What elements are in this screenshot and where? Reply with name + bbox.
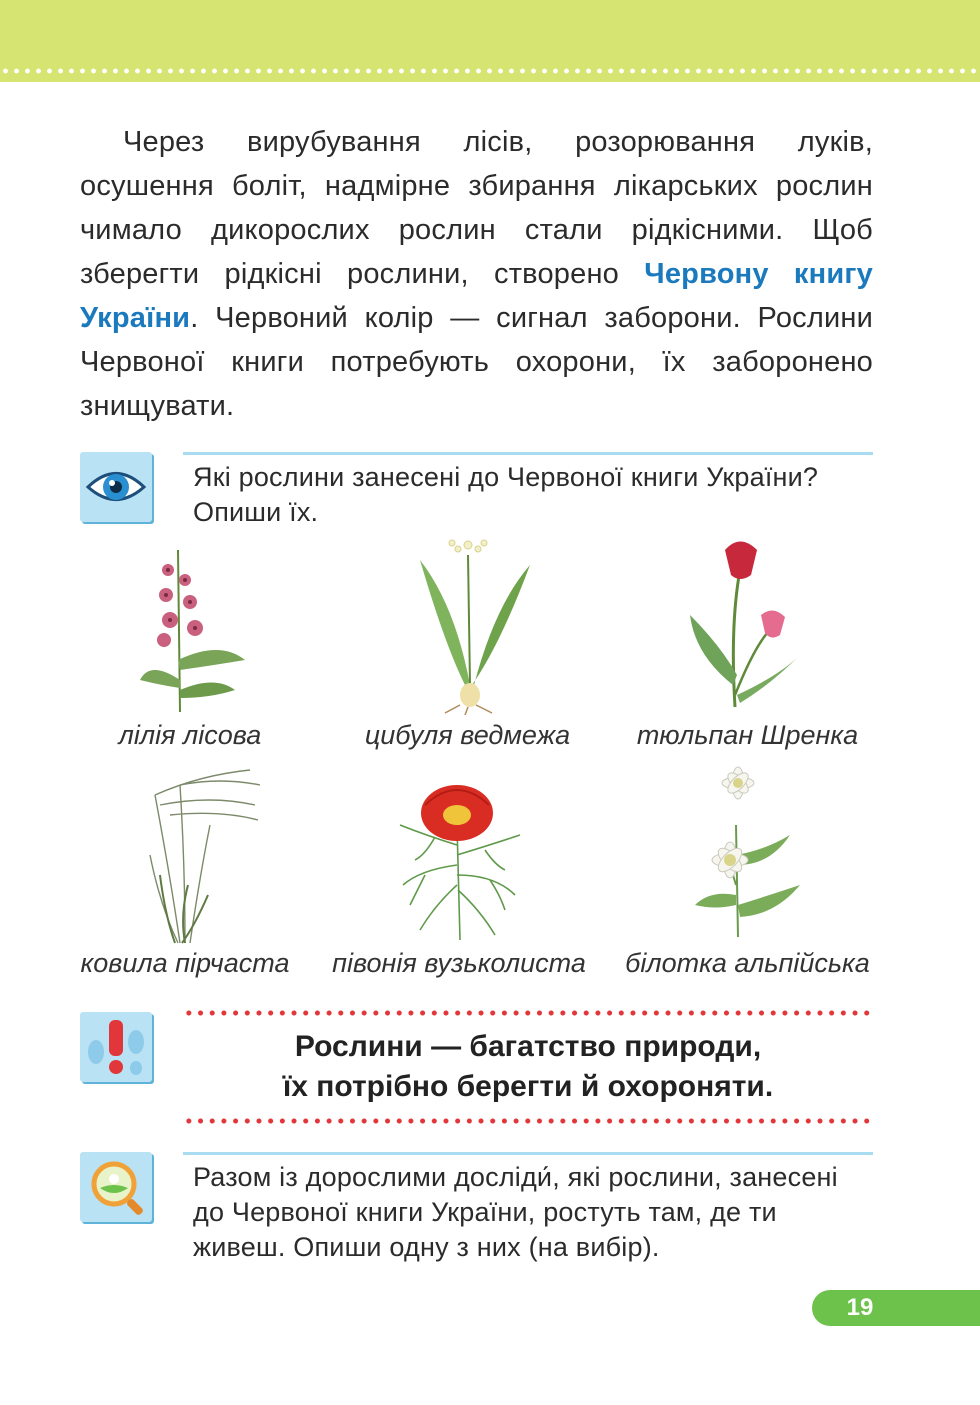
observe-top-line [183, 452, 873, 455]
plant-label-feather-grass: ковила пірчаста [80, 948, 290, 978]
page-number: 19 [846, 1294, 874, 1321]
peony-plant-image [395, 765, 525, 940]
plant-label-peony: півонія вузьколиста [332, 948, 586, 978]
page-number-tab [812, 1290, 980, 1326]
memo-bottom-dots [183, 1118, 873, 1124]
exclamation-icon [80, 1012, 152, 1082]
observe-question: Які рослини занесені до Червоної книги України? Опиши їх. [193, 462, 819, 527]
lily-plant-image [140, 540, 250, 715]
eye-icon [80, 452, 152, 522]
tulip-plant-image [685, 535, 805, 710]
memo-line-2: їх потрібно берегти й охороняти. [282, 1070, 774, 1103]
intro-text-end: . Червоний колір — сигнал заборони. Рослини Червоної книги потребують охорони, їх заборонено знищувати. [80, 302, 873, 422]
memo-top-dots [183, 1010, 873, 1016]
edelweiss-plant-image [690, 765, 810, 940]
top-dotted-border [0, 68, 980, 74]
wild-garlic-plant-image [410, 535, 540, 715]
intro-paragraph [80, 120, 873, 428]
feather-grass-plant-image [140, 765, 265, 945]
red-book-highlight: Червону книгу України [80, 258, 873, 334]
memo-line-1: Рослини — багатство природи, [294, 1030, 762, 1063]
magnifier-icon [80, 1152, 152, 1222]
research-top-line [183, 1152, 873, 1155]
intro-text-start: Через вирубування лісів, розорювання луків, осушення боліт, надмірне збирання лікарських рослин чимало дикорослих рослин стали рідкісними. Щоб зберегти рідкісні рослини, створено [80, 126, 873, 290]
plant-label-lily: лілія лісова [118, 720, 262, 750]
research-task: Разом із дорослими досліди́, які рослини, занесені до Червоної книги України, ростуть там, де ти живеш. Опиши одну з них (на вибір). [193, 1162, 838, 1262]
plant-label-edelweiss: білотка альпійська [625, 948, 870, 978]
plant-label-wild-garlic: цибуля ведмежа [364, 720, 571, 750]
plant-label-tulip: тюльпан Шренка [636, 720, 859, 750]
